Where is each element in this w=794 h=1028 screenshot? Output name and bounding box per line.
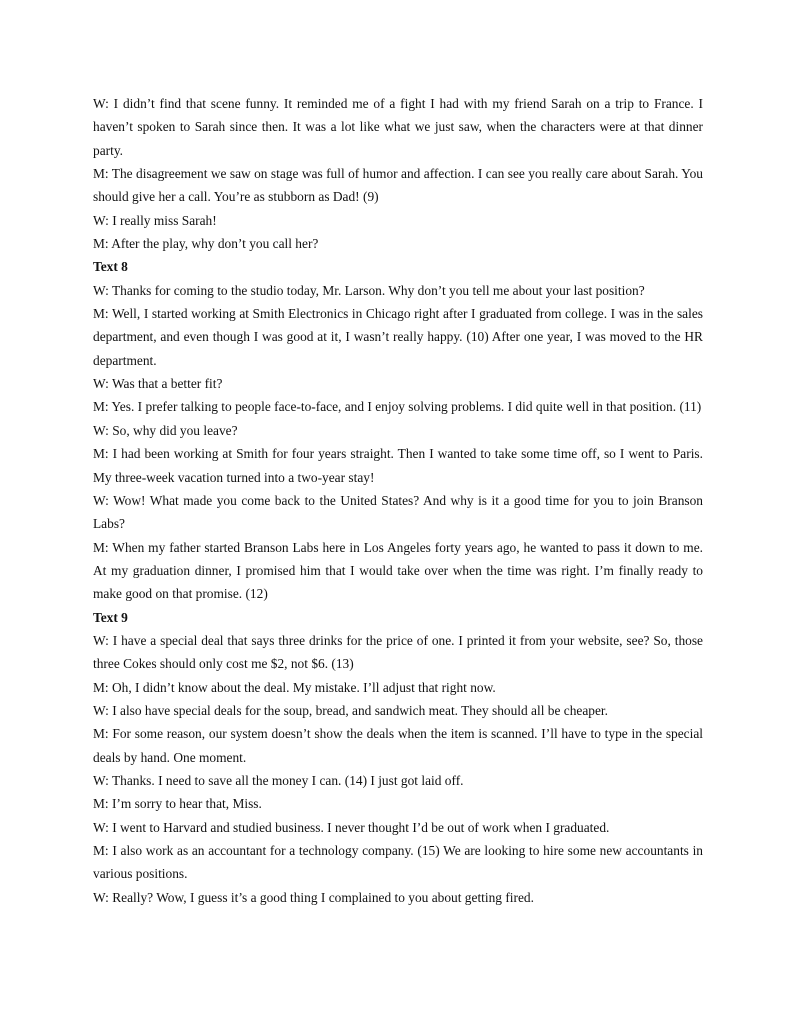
dialogue-line: M: The disagreement we saw on stage was full of humor and affection. I can see you really care about Sarah. You should give her a call. You’re as stubborn as Dad! (9) (93, 166, 703, 205)
dialogue-line: W: I went to Harvard and studied business. I never thought I’d be out of work when I graduated. (93, 819, 610, 835)
dialogue-line: W: Thanks for coming to the studio today, Mr. Larson. Why don’t you tell me about your last position? (93, 282, 645, 298)
dialogue-line: M: I also work as an accountant for a technology company. (15) We are looking to hire some new accountants in various positions. (93, 843, 703, 882)
dialogue-line: M: I’m sorry to hear that, Miss. (93, 796, 262, 812)
dialogue-line: M: For some reason, our system doesn’t show the deals when the item is scanned. I’ll have to type in the special deals by hand. One moment. (93, 726, 703, 765)
section-heading-text-8: Text 8 (93, 259, 128, 275)
dialogue-line: M: Yes. I prefer talking to people face-to-face, and I enjoy solving problems. I did quite well in that position. (11) (93, 399, 702, 415)
section-heading-text-9: Text 9 (93, 609, 128, 625)
dialogue-line: W: Wow! What made you come back to the United States? And why is it a good time for you to join Branson Labs? (93, 492, 703, 532)
dialogue-line: W: So, why did you leave? (93, 422, 238, 438)
dialogue-line: W: I didn’t find that scene funny. It reminded me of a fight I had with my friend Sarah on a trip to France. I haven’t spoken to Sarah since then. It was a lot like what we just saw, when the characters were at that dinner party. (93, 96, 703, 158)
dialogue-line: W: I have a special deal that says three drinks for the price of one. I printed it from your website, see? So, those three Cokes should only cost me $2, not $6. (13) (93, 632, 703, 672)
dialogue-line: W: I really miss Sarah! (93, 212, 217, 228)
dialogue-line: W: I also have special deals for the soup, bread, and sandwich meat. They should all be cheaper. (93, 702, 608, 718)
dialogue-line: M: After the play, why don’t you call her? (93, 236, 319, 252)
dialogue-line: M: When my father started Branson Labs here in Los Angeles forty years ago, he wanted to pass it down to me. At my graduation dinner, I promised him that I would take over when the time was right. I’m finally ready to make good on that promise. (12) (93, 539, 703, 602)
dialogue-line: M: I had been working at Smith for four years straight. Then I wanted to take some time off, so I went to Paris. My three-week vacation turned into a two-year stay! (93, 446, 703, 485)
dialogue-line: M: Oh, I didn’t know about the deal. My mistake. I’ll adjust that right now. (93, 679, 496, 695)
document-page (93, 92, 703, 909)
dialogue-line: W: Really? Wow, I guess it’s a good thing I complained to you about getting fired. (93, 889, 534, 905)
dialogue-line: M: Well, I started working at Smith Electronics in Chicago right after I graduated from college. I was in the sales department, and even though I was good at it, I wasn’t really happy. (10) After one year, I was moved to the HR department. (93, 306, 703, 368)
dialogue-line: W: Thanks. I need to save all the money I can. (14) I just got laid off. (93, 772, 464, 788)
dialogue-line: W: Was that a better fit? (93, 376, 223, 392)
